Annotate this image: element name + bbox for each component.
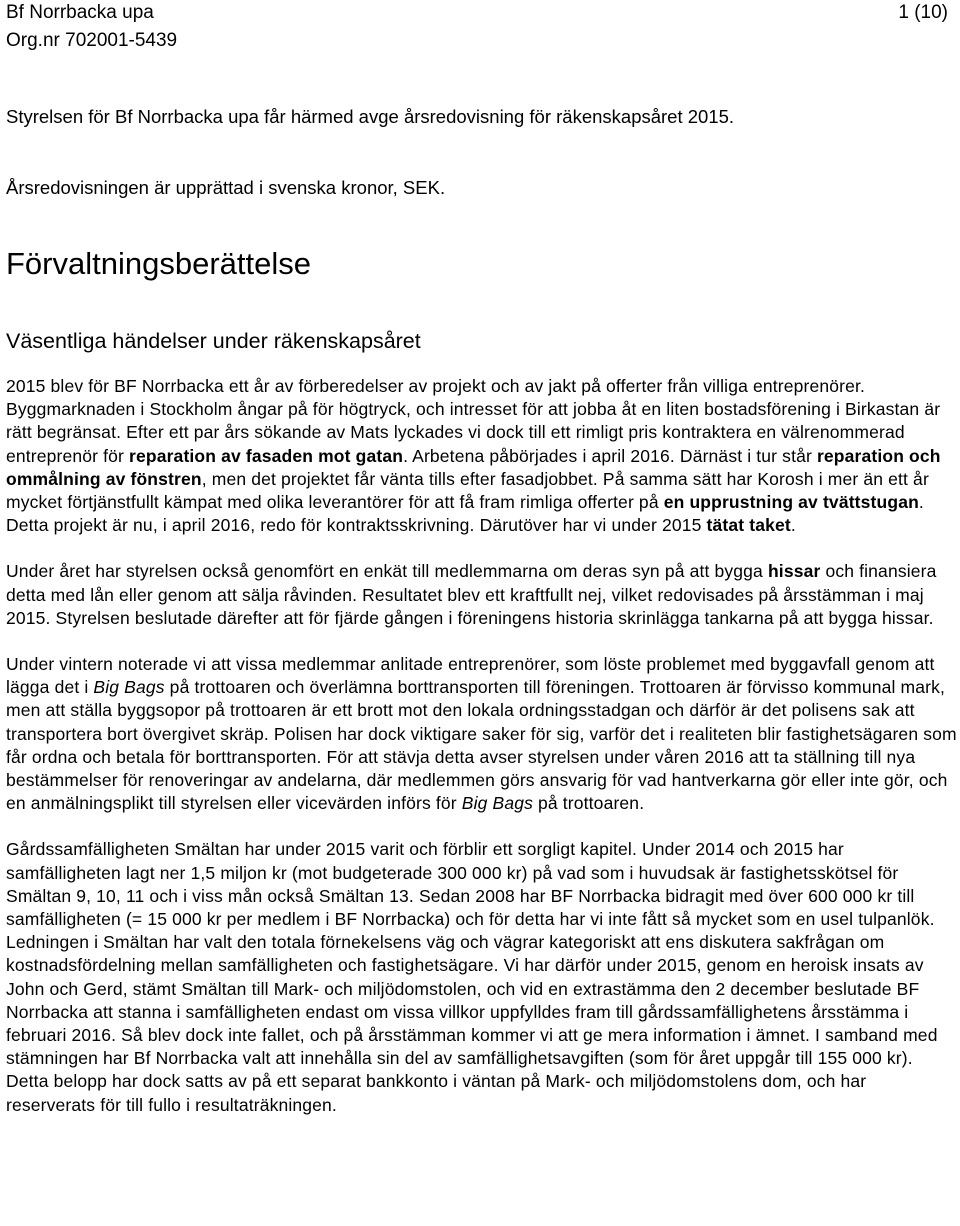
- page-indicator: 1 (10): [898, 2, 948, 23]
- intro-statement: Styrelsen för Bf Norrbacka upa får härmed avge årsredovisning för räkenskapsåret 2015.: [6, 106, 735, 127]
- org-name: Bf Norrbacka upa: [6, 2, 154, 23]
- report-body: [6, 375, 958, 1117]
- section-subtitle: Väsentliga händelser under räkenskapsåret: [6, 329, 421, 353]
- section-title: Förvaltningsberättelse: [6, 246, 311, 281]
- paragraph-projects: 2015 blev för BF Norrbacka ett år av förberedelser av projekt och av jakt på offerter från villiga entreprenörer. Byggmarknaden i Stockholm ångar på för högtryck, och intresset för att jobba åt en liten bostadsförening i Birkastan är rätt begränsat. Efter ett par års sökande av Mats lyckades vi dock till ett rimligt pris kontraktera en välrenommerad entreprenör för reparation av fasaden mot gatan. Arbetena påbörjades i april 2016. Därnäst i tur står reparation och ommålning av fönstren, men det projektet får vänta tills efter fasadjobbet. På samma sätt har Korosh i mer än ett år mycket förtjänstfullt kämpat med olika leverantörer för att få fram rimliga offerter på en upprustning av tvättstugan. Detta projekt är nu, i april 2016, redo för kontraktsskrivning. Därutöver har vi under 2015 tätat taket.: [6, 376, 941, 536]
- paragraph-elevators: Under året har styrelsen också genomfört en enkät till medlemmarna om deras syn på att bygga hissar och finansiera detta med lån eller genom att sälja råvinden. Resultatet blev ett kraftfullt nej, vilket redovisades på årsstämman i maj 2015. Styrelsen beslutade därefter att för fjärde gången i föreningens historia skrinlägga tankarna på att bygga hissar.: [6, 561, 937, 628]
- org-number: Org.nr 702001-5439: [6, 30, 178, 51]
- paragraph-smaltan: Gårdssamfälligheten Smältan har under 2015 varit och förblir ett sorgligt kapitel. Under 2014 och 2015 har samfälligheten lagt ner 1,5 miljon kr (mot budgeterade 300 000 kr) på vad som i huvudsak är fastighetsskötsel för Smältan 9, 10, 11 och i viss mån också Smältan 13. Sedan 2008 har BF Norrbacka bidragit med över 600 000 kr till samfälligheten (= 15 000 kr per medlem i BF Norrbacka) och för detta har vi inte fått så mycket som en usel tulpanlök. Ledningen i Smältan har valt den totala förnekelsens väg och vägrar kategoriskt att ens diskutera sakfrågan om kostnadsfördelning mellan samfälligheten och fastighetsägare. Vi har därför under 2015, genom en heroisk insats av John och Gerd, stämt Smältan till Mark- och miljödomstolen, och vid en extrastämma den 2 december beslutade BF Norrbacka att stanna i samfälligheten endast om vissa villkor uppfylldes fram till gårdssamfällighetens årsstämma i februari 2016. Så blev dock inte fallet, och på årsstämman kommer vi att ge mera information i ämnet. I samband med stämningen har Bf Norrbacka valt att innehålla sin del av samfällighetsavgiften (som för året uppgår till 155 000 kr). Detta belopp har dock satts av på ett separat bankkonto i väntan på Mark- och miljödomstolens dom, och har reserverats för till fullo i resultaträkningen.: [6, 839, 938, 1115]
- paragraph-construction-waste: Under vintern noterade vi att vissa medlemmar anlitade entreprenörer, som löste problemet med byggavfall genom att lägga det i Big Bags på trottoaren och överlämna borttransporten till föreningen. Trottoaren är förvisso kommunal mark, men att ställa byggsopor på trottoaren är ett brott mot den lokala ordningsstadgan och därför är det polisens sak att transportera bort övergivet skräp. Polisen har dock viktigare saker för sig, varför det i realiteten blir fastighetsägaren som får ordna och betala för borttransporten. För att stävja detta avser styrelsen under våren 2016 att ta ställning till nya bestämmelser för renoveringar av andelarna, där medlemmen görs ansvarig för vad hantverkarna gör eller inte gör, och en anmälningsplikt till styrelsen eller vicevärden införs för Big Bags på trottoaren.: [6, 654, 957, 814]
- currency-statement: Årsredovisningen är upprättad i svenska kronor, SEK.: [6, 177, 446, 198]
